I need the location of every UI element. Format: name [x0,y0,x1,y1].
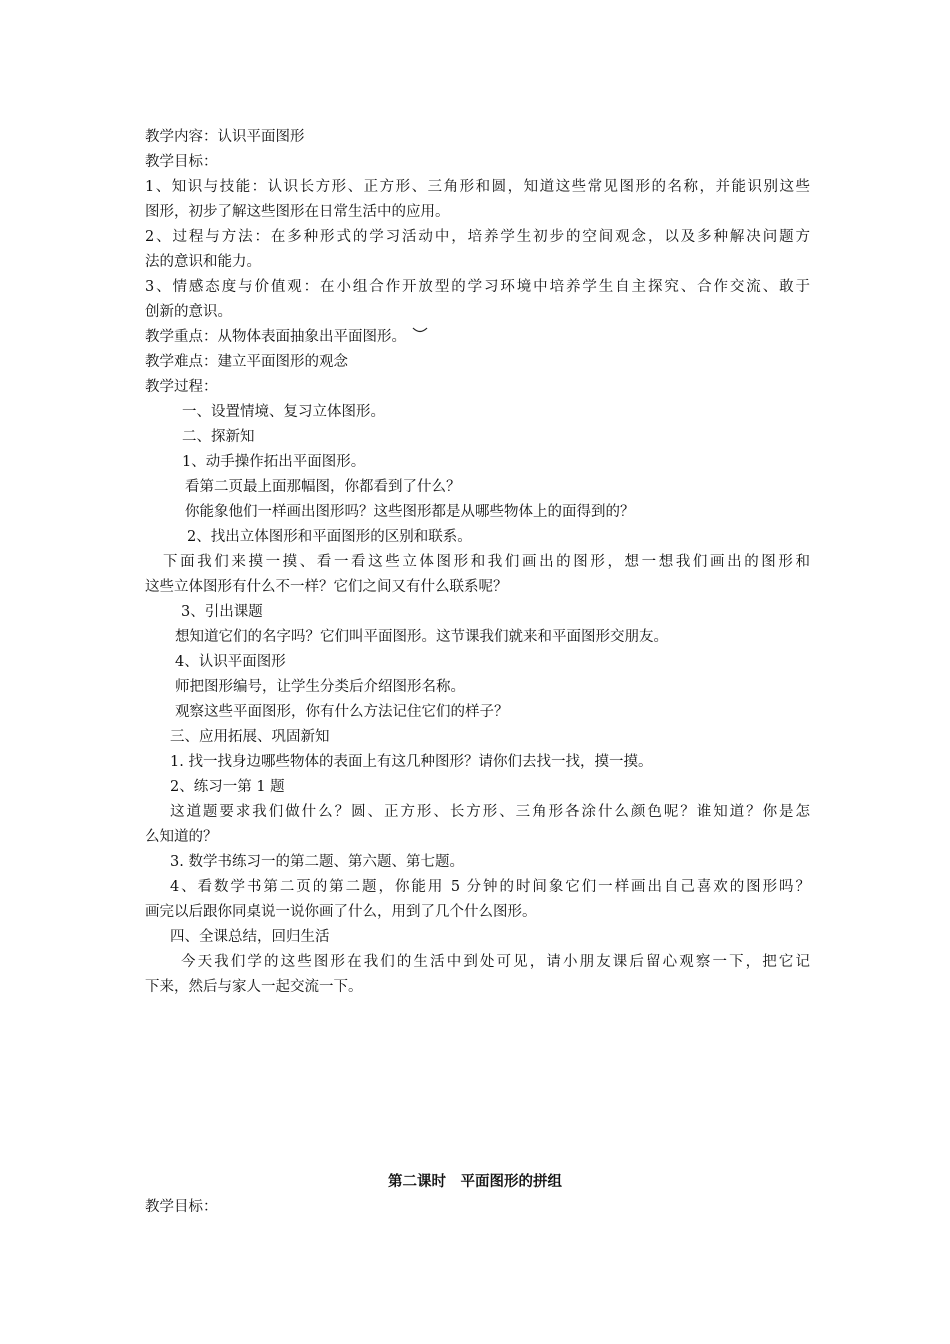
lesson-two-title: 第二课时 平面图形的拼组 [388,1173,562,1190]
step-3-3: 3. 数学书练习一的第二题、第六题、第七题。 [170,854,464,870]
step-2-4-paragraph-1: 师把图形编号，让学生分类后介绍图形名称。 [175,679,465,695]
section-3-heading: 三、应用拓展、巩固新知 [170,729,330,745]
step-2-2-paragraph-line-2: 这些立体图形有什么不一样？它们之间又有什么联系呢？ [145,579,508,595]
section-4-paragraph-line-1: 今天我们学的这些图形在我们的生活中到处可见，请小朋友课后留心观察一下，把它记 [181,954,810,970]
step-2-1-question-1: 看第二页最上面那幅图，你都看到了什么？ [185,479,461,495]
section-4-paragraph-line-2: 下来，然后与家人一起交流一下。 [145,979,363,995]
step-2-2: 2、找出立体图形和平面图形的区别和联系。 [187,529,472,545]
step-2-2-paragraph-line-1: 下面我们来摸一摸、看一看这些立体图形和我们画出的图形，想一想我们画出的图形和 [163,554,810,570]
step-3-1: 1. 找一找身边哪些物体的表面上有这几种图形？请你们去找一找，摸一摸。 [170,754,653,770]
step-2-3: 3、引出课题 [181,604,263,620]
step-2-3-paragraph: 想知道它们的名字吗？它们叫平面图形。这节课我们就来和平面图形交朋友。 [175,629,668,645]
teaching-difficulty: 教学难点：建立平面图形的观念 [145,354,348,370]
objective-1-line-1: 1、知识与技能：认识长方形、正方形、三角形和圆，知道这些常见图形的名称，并能识别这些 [145,179,810,195]
objective-2-line-1: 2、过程与方法：在多种形式的学习活动中，培养学生初步的空间观念，以及多种解决问题方 [145,229,810,245]
key-point-row [145,325,810,350]
section-1-heading: 一、设置情境、复习立体图形。 [182,404,385,420]
objective-1-line-2: 图形，初步了解这些图形在日常生活中的应用。 [145,204,450,220]
step-2-1-question-2: 你能象他们一样画出图形吗？这些图形都是从哪些物体上的面得到的？ [185,504,635,520]
step-2-4-paragraph-2: 观察这些平面图形，你有什么方法记住它们的样子？ [175,704,509,720]
section-2-heading: 二、探新知 [182,429,255,445]
step-3-2-paragraph-line-1: 这道题要求我们做什么？圆、正方形、长方形、三角形各涂什么颜色呢？谁知道？你是怎 [170,804,810,820]
process-label: 教学过程： [145,379,218,395]
section-4-heading: 四、全课总结，回归生活 [170,929,330,945]
objective-3-line-1: 3、情感态度与价值观：在小组合作开放型的学习环境中培养学生自主探究、合作交流、敢于 [145,279,810,295]
step-2-1: 1、动手操作拓出平面图形。 [182,454,366,470]
lesson-one-body [145,125,810,1000]
objective-3-line-2: 创新的意识。 [145,304,232,320]
objectives-label: 教学目标： [145,154,218,170]
step-3-4-line-1: 4、看数学书第二页的第二题，你能用 5 分钟的时间象它们一样画出自己喜欢的图形吗？ [170,879,810,895]
lesson-two-objectives-label: 教学目标： [145,1199,218,1215]
teaching-content: 教学内容：认识平面图形 [145,129,305,145]
step-3-2-paragraph-line-2: 么知道的？ [145,829,218,845]
step-3-2: 2、练习一第 1 题 [170,779,285,795]
key-point: 教学重点：从物体表面抽象出平面图形。 [145,329,406,345]
step-3-4-line-2: 画完以后跟你同桌说一说你画了什么，用到了几个什么图形。 [145,904,537,920]
step-2-4: 4、认识平面图形 [175,654,286,670]
objective-2-line-2: 法的意识和能力。 [145,254,261,270]
stray-curve-mark [412,326,428,336]
